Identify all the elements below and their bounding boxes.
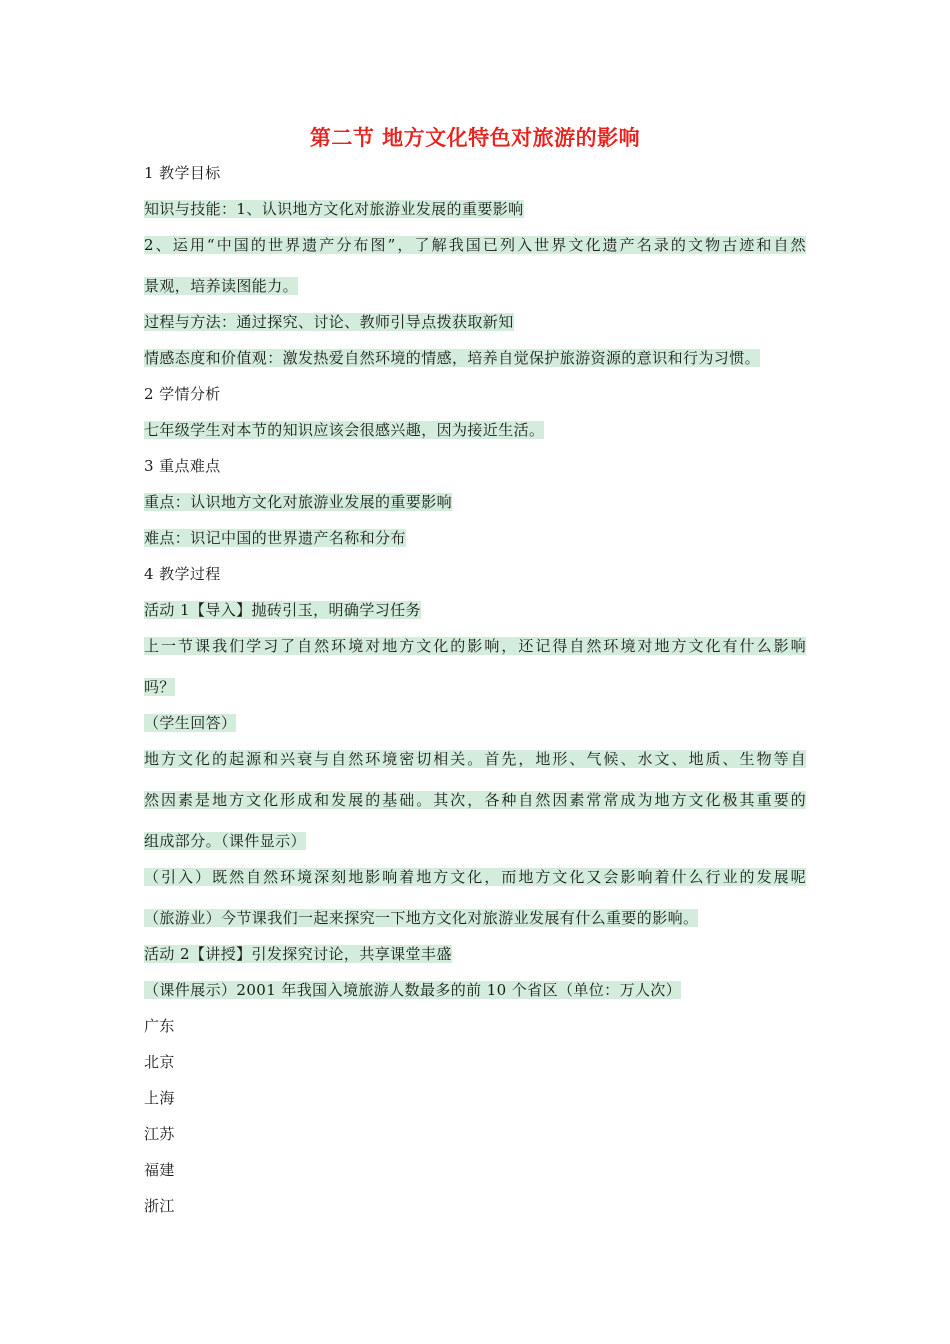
text-line: （学生回答） <box>144 714 237 732</box>
text-line: 七年级学生对本节的知识应该会很感兴趣，因为接近生活。 <box>144 421 545 439</box>
text-line: 活动 1【导入】抛砖引玉，明确学习任务 <box>144 601 421 619</box>
text-line: 2、运用“中国的世界遗产分布图”，了解我国已列入世界文化遗产名录的文物古迹和自然 <box>144 236 806 254</box>
section-heading-process: 4 教学过程 <box>144 565 221 583</box>
section-heading-objectives: 1 教学目标 <box>144 164 221 182</box>
text-line: 难点：识记中国的世界遗产名称和分布 <box>144 529 406 547</box>
section-heading-keypoints: 3 重点难点 <box>144 457 221 475</box>
text-line: （课件展示）2001 年我国入境旅游人数最多的前 10 个省区（单位：万人次） <box>144 981 682 999</box>
text-line: 活动 2【讲授】引发探究讨论，共享课堂丰盛 <box>144 945 452 963</box>
text-line: 知识与技能：1、认识地方文化对旅游业发展的重要影响 <box>144 200 524 218</box>
list-item: 江苏 <box>144 1125 175 1143</box>
list-item: 上海 <box>144 1089 175 1107</box>
text-line: 然因素是地方文化形成和发展的基础。其次，各种自然因素常常成为地方文化极其重要的 <box>144 791 806 809</box>
text-line: （旅游业）今节课我们一起来探究一下地方文化对旅游业发展有什么重要的影响。 <box>144 909 699 927</box>
text-line: 重点：认识地方文化对旅游业发展的重要影响 <box>144 493 453 511</box>
list-item: 福建 <box>144 1161 175 1179</box>
page-title: 第二节 地方文化特色对旅游的影响 <box>309 125 641 150</box>
text-line: 组成部分。（课件显示） <box>144 832 306 850</box>
text-line: 地方文化的起源和兴衰与自然环境密切相关。首先，地形、气候、水文、地质、生物等自 <box>144 750 806 768</box>
list-item: 北京 <box>144 1053 175 1071</box>
text-line: 吗？ <box>144 678 175 696</box>
list-item: 浙江 <box>144 1197 175 1215</box>
text-line: 上一节课我们学习了自然环境对地方文化的影响，还记得自然环境对地方文化有什么影响 <box>144 637 806 655</box>
section-heading-analysis: 2 学情分析 <box>144 385 221 403</box>
text-line: 过程与方法：通过探究、讨论、教师引导点拨获取新知 <box>144 313 514 331</box>
text-line: （引入）既然自然环境深刻地影响着地方文化，而地方文化又会影响着什么行业的发展呢 <box>144 868 806 886</box>
text-line: 情感态度和价值观：激发热爱自然环境的情感，培养自觉保护旅游资源的意识和行为习惯。 <box>144 349 761 367</box>
text-line: 景观，培养读图能力。 <box>144 277 299 295</box>
list-item: 广东 <box>144 1017 175 1035</box>
